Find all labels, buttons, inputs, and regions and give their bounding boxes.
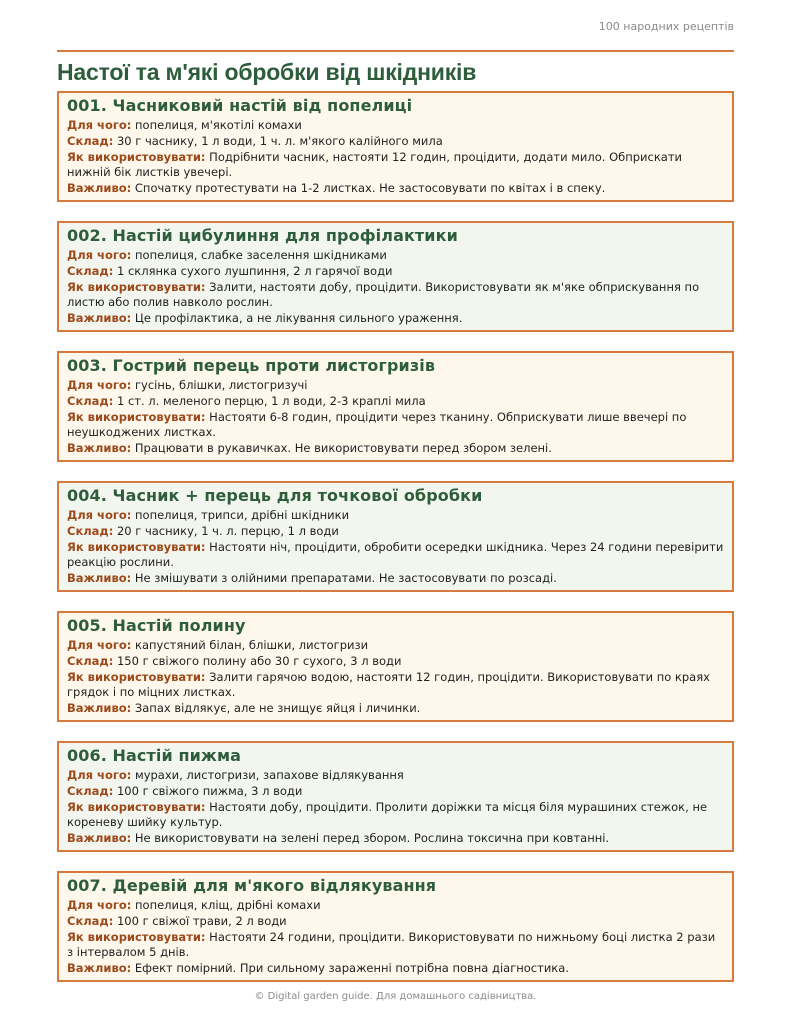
recipe-important	[67, 961, 724, 976]
composition-label: Склад:	[67, 914, 114, 928]
usage-label: Як використовувати:	[67, 150, 206, 164]
important-label: Важливо:	[67, 311, 132, 325]
purpose-value: попелиця, слабке заселення шкідниками	[135, 248, 387, 262]
usage-label: Як використовувати:	[67, 410, 206, 424]
important-label: Важливо:	[67, 181, 132, 195]
recipe-title: 007. Деревій для м'якого відлякування	[67, 876, 437, 895]
purpose-value: попелиця, м'якотілі комахи	[135, 118, 302, 132]
recipe-usage	[67, 670, 724, 700]
recipe-card	[57, 871, 734, 982]
important-label: Важливо:	[67, 701, 132, 715]
recipe-card	[57, 741, 734, 852]
composition-label: Склад:	[67, 784, 114, 798]
important-label: Важливо:	[67, 831, 132, 845]
recipe-usage	[67, 930, 724, 960]
recipe-card	[57, 481, 734, 592]
purpose-label: Для чого:	[67, 638, 132, 652]
recipe-usage	[67, 800, 724, 830]
composition-label: Склад:	[67, 524, 114, 538]
recipe-list	[57, 91, 734, 1001]
recipe-purpose	[67, 768, 724, 783]
recipe-purpose	[67, 248, 724, 263]
important-value: Це профілактика, а не лікування сильного ураження.	[134, 311, 463, 325]
composition-value: 20 г часнику, 1 ч. л. перцю, 1 л води	[116, 524, 339, 538]
usage-label: Як використовувати:	[67, 930, 206, 944]
page-title: Настої та м'які обробки від шкідників	[57, 59, 477, 85]
composition-label: Склад:	[67, 134, 114, 148]
recipe-purpose	[67, 898, 724, 913]
composition-label: Склад:	[67, 394, 114, 408]
recipe-purpose	[67, 118, 724, 133]
recipe-title: 005. Настій полину	[67, 616, 246, 635]
recipe-usage	[67, 150, 724, 180]
composition-value: 30 г часнику, 1 л води, 1 ч. л. м'якого калійного мила	[116, 134, 443, 148]
important-value: Не використовувати на зелені перед збором. Рослина токсична при ковтанні.	[134, 831, 610, 845]
recipe-composition	[67, 914, 724, 929]
recipe-usage	[67, 280, 724, 310]
composition-value: 100 г свіжої трави, 2 л води	[116, 914, 287, 928]
recipe-important	[67, 441, 724, 456]
purpose-value: гусінь, блішки, листогризучі	[135, 378, 308, 392]
recipe-important	[67, 701, 724, 716]
purpose-value: попелиця, кліщ, дрібні комахи	[135, 898, 321, 912]
recipe-important	[67, 181, 724, 196]
recipe-title: 003. Гострий перець проти листогризів	[67, 356, 436, 375]
important-value: Ефект помірний. При сильному зараженні потрібна повна діагностика.	[134, 961, 569, 975]
recipe-composition	[67, 654, 724, 669]
purpose-label: Для чого:	[67, 118, 132, 132]
usage-value: Настояти 24 години, процідити. Використовувати по нижньому боці листка 2 рази з інтервалом 5 днів.	[67, 930, 716, 959]
usage-label: Як використовувати:	[67, 800, 206, 814]
important-value: Спочатку протестувати на 1-2 листках. Не застосовувати по квітах і в спеку.	[134, 181, 606, 195]
recipe-title: 001. Часниковий настій від попелиці	[67, 96, 413, 115]
usage-value: Залити, настояти добу, процідити. Використовувати як м'яке обприскування по листю або полив навколо рослин.	[67, 280, 700, 309]
composition-value: 1 ст. л. меленого перцю, 1 л води, 2-3 краплі мила	[116, 394, 426, 408]
important-value: Не змішувати з олійними препаратами. Не застосовувати по розсаді.	[134, 571, 557, 585]
usage-value: Подрібнити часник, настояти 12 годин, процідити, додати мило. Обприскати нижній бік листків увечері.	[67, 150, 682, 179]
important-label: Важливо:	[67, 571, 132, 585]
recipe-card	[57, 611, 734, 722]
composition-value: 100 г свіжого пижма, 3 л води	[116, 784, 303, 798]
recipe-important	[67, 311, 724, 326]
purpose-value: мурахи, листогризи, запахове відлякування	[135, 768, 404, 782]
header-divider	[57, 50, 734, 52]
running-header: 100 народних рецептів	[598, 20, 734, 33]
usage-value: Настояти 6-8 годин, процідити через тканину. Обприскувати лише ввечері по неушкоджених листках.	[67, 410, 687, 439]
recipe-composition	[67, 524, 724, 539]
recipe-usage	[67, 540, 724, 570]
recipe-card	[57, 351, 734, 462]
recipe-composition	[67, 784, 724, 799]
usage-label: Як використовувати:	[67, 540, 206, 554]
important-label: Важливо:	[67, 441, 132, 455]
recipe-purpose	[67, 508, 724, 523]
recipe-usage	[67, 410, 724, 440]
recipe-card	[57, 91, 734, 202]
usage-value: Настояти ніч, процідити, обробити осередки шкідника. Через 24 години перевірити реакцію рослини.	[67, 540, 724, 569]
usage-label: Як використовувати:	[67, 280, 206, 294]
recipe-important	[67, 831, 724, 846]
recipe-purpose	[67, 638, 724, 653]
usage-label: Як використовувати:	[67, 670, 206, 684]
purpose-label: Для чого:	[67, 378, 132, 392]
page-footer: © Digital garden guide. Для домашнього садівництва.	[254, 991, 537, 1002]
purpose-label: Для чого:	[67, 898, 132, 912]
composition-value: 150 г свіжого полину або 30 г сухого, 3 л води	[116, 654, 402, 668]
important-value: Запах відлякує, але не знищує яйця і личинки.	[134, 701, 421, 715]
purpose-value: попелиця, трипси, дрібні шкідники	[135, 508, 350, 522]
recipe-composition	[67, 394, 724, 409]
recipe-important	[67, 571, 724, 586]
recipe-title: 002. Настій цибулиння для профілактики	[67, 226, 458, 245]
recipe-title: 004. Часник + перець для точкової обробки	[67, 486, 483, 505]
recipe-composition	[67, 134, 724, 149]
purpose-label: Для чого:	[67, 248, 132, 262]
composition-label: Склад:	[67, 264, 114, 278]
important-label: Важливо:	[67, 961, 132, 975]
recipe-purpose	[67, 378, 724, 393]
usage-value: Настояти добу, процідити. Пролити доріжки та місця біля мурашиних стежок, не кореневу шийку культур.	[67, 800, 708, 829]
purpose-value: капустяний білан, блішки, листогризи	[135, 638, 369, 652]
recipe-composition	[67, 264, 724, 279]
composition-label: Склад:	[67, 654, 114, 668]
important-value: Працювати в рукавичках. Не використовувати перед збором зелені.	[134, 441, 552, 455]
recipe-title: 006. Настій пижма	[67, 746, 242, 765]
recipe-card	[57, 221, 734, 332]
purpose-label: Для чого:	[67, 768, 132, 782]
usage-value: Залити гарячою водою, настояти 12 годин, процідити. Використовувати по краях грядок і по міцних листках.	[67, 670, 710, 699]
composition-value: 1 склянка сухого лушпиння, 2 л гарячої води	[116, 264, 393, 278]
purpose-label: Для чого:	[67, 508, 132, 522]
